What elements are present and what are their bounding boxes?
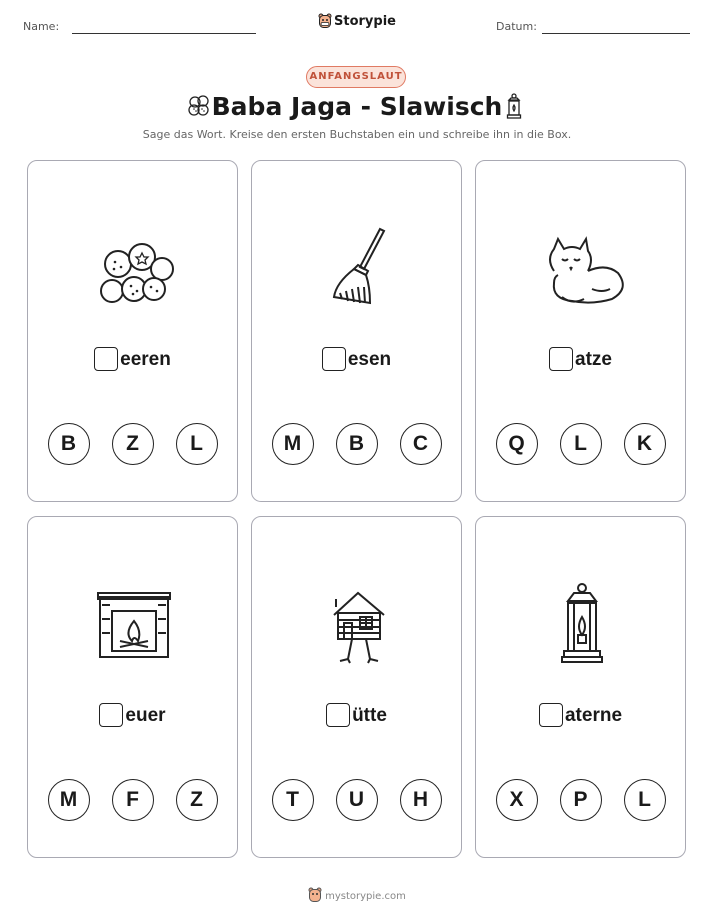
brand-logo xyxy=(0,13,714,29)
letter-option[interactable]: U xyxy=(336,779,378,821)
answer-box[interactable] xyxy=(326,703,350,727)
fireplace-icon xyxy=(84,575,184,675)
letter-option[interactable]: P xyxy=(560,779,602,821)
footer xyxy=(0,887,714,903)
instructions: Sage das Wort. Kreise den ersten Buchstaben ein und schreibe ihn in die Box. xyxy=(142,128,572,141)
letter-option[interactable]: B xyxy=(336,423,378,465)
answer-box[interactable] xyxy=(549,347,573,371)
date-field-line[interactable] xyxy=(542,33,690,34)
letter-options xyxy=(28,779,237,821)
letter-options xyxy=(476,779,685,821)
word-rest: eeren xyxy=(120,349,171,370)
answer-box[interactable] xyxy=(539,703,563,727)
name-label: Name: xyxy=(23,20,60,33)
word-rest: esen xyxy=(347,349,392,370)
storypie-mascot-icon xyxy=(308,887,322,903)
letter-options xyxy=(28,423,237,465)
letter-option[interactable]: T xyxy=(272,779,314,821)
letter-options xyxy=(476,423,685,465)
word-card xyxy=(475,516,686,858)
letter-option[interactable]: H xyxy=(400,779,442,821)
letter-options xyxy=(252,423,461,465)
letter-options xyxy=(252,779,461,821)
answer-box[interactable] xyxy=(94,347,118,371)
letter-option[interactable]: K xyxy=(624,423,666,465)
word-prompt xyxy=(28,703,237,727)
word-prompt xyxy=(476,347,685,371)
answer-box[interactable] xyxy=(322,347,346,371)
word-prompt xyxy=(252,347,461,371)
storypie-mascot-icon xyxy=(318,13,332,29)
hut-on-chicken-legs-icon xyxy=(308,575,408,675)
letter-option[interactable]: F xyxy=(112,779,154,821)
answer-box[interactable] xyxy=(99,703,123,727)
berries-icon xyxy=(84,219,184,319)
letter-option[interactable]: L xyxy=(560,423,602,465)
lantern-icon xyxy=(532,575,632,675)
date-label: Datum: xyxy=(496,20,537,33)
lantern-icon xyxy=(504,93,524,121)
word-card xyxy=(27,160,238,502)
letter-option[interactable]: Z xyxy=(176,779,218,821)
letter-option[interactable]: M xyxy=(272,423,314,465)
footer-url[interactable]: mystorypie.com xyxy=(325,891,406,902)
word-rest: euer xyxy=(125,705,166,726)
broom-icon xyxy=(308,219,408,319)
letter-option[interactable]: C xyxy=(400,423,442,465)
sleeping-cat-icon xyxy=(532,219,632,319)
letter-option[interactable]: M xyxy=(48,779,90,821)
letter-option[interactable]: L xyxy=(624,779,666,821)
word-card xyxy=(251,516,462,858)
letter-option[interactable]: Q xyxy=(496,423,538,465)
word-prompt xyxy=(476,703,685,727)
letter-option[interactable]: B xyxy=(48,423,90,465)
word-card xyxy=(475,160,686,502)
word-prompt xyxy=(28,347,237,371)
letter-option[interactable]: Z xyxy=(112,423,154,465)
letter-option[interactable]: X xyxy=(496,779,538,821)
brand-name: Storypie xyxy=(334,14,396,29)
word-card xyxy=(27,516,238,858)
word-rest: ütte xyxy=(352,705,387,726)
letter-option[interactable]: L xyxy=(176,423,218,465)
category-badge: ANFANGSLAUT xyxy=(306,66,406,88)
word-prompt xyxy=(252,703,461,727)
page-title: Baba Jaga - Slawisch xyxy=(211,92,503,121)
name-field-line[interactable] xyxy=(72,33,256,34)
word-rest: aterne xyxy=(564,705,623,726)
word-card xyxy=(251,160,462,502)
word-rest: atze xyxy=(575,349,612,370)
